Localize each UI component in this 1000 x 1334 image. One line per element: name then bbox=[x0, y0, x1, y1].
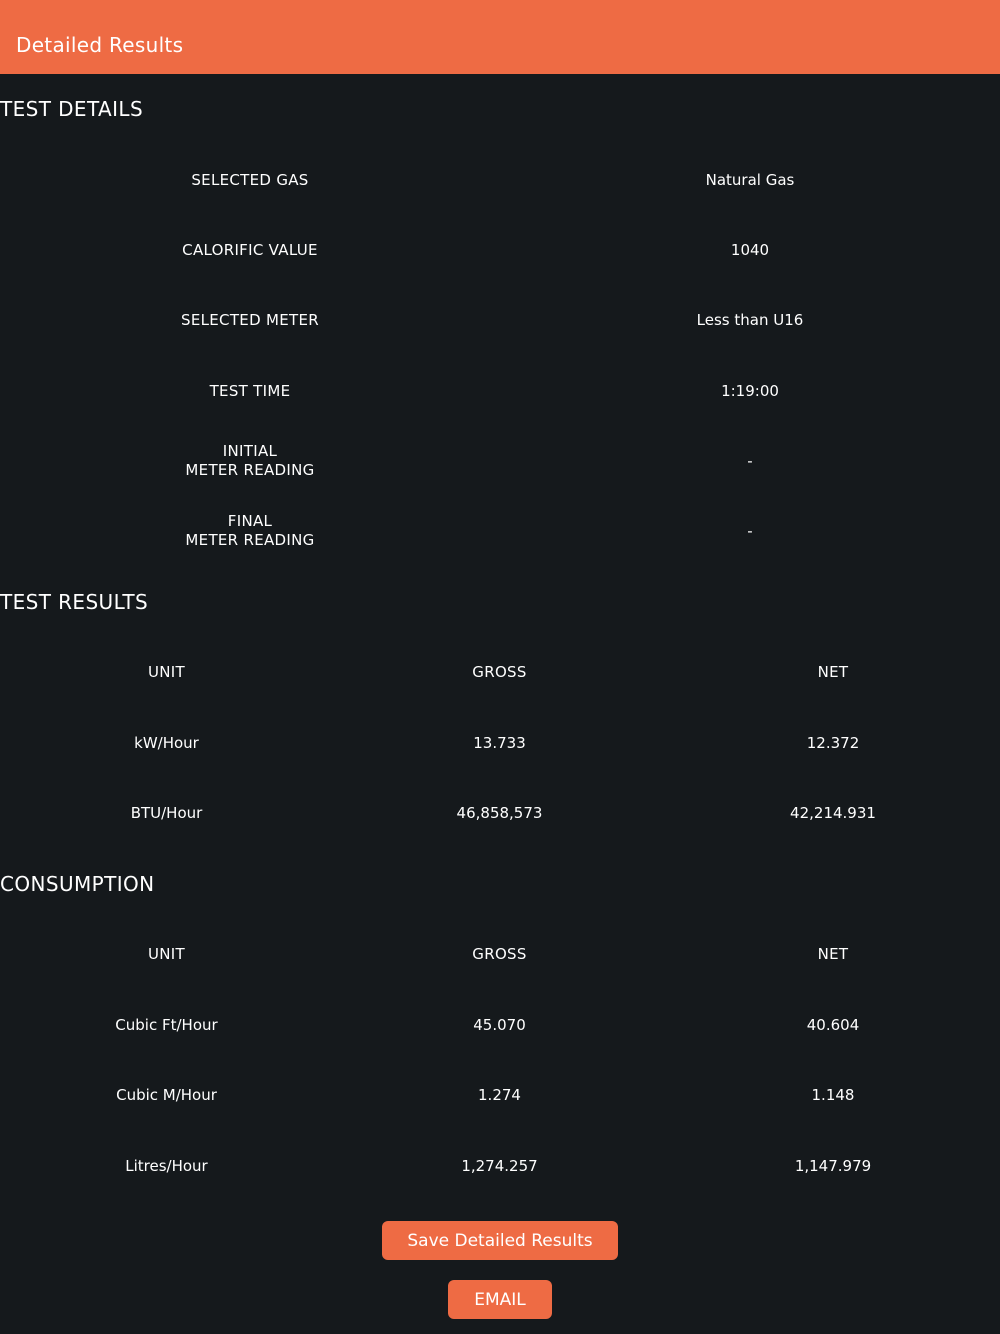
column-header-unit: UNIT bbox=[148, 944, 185, 963]
detail-value: - bbox=[747, 521, 753, 540]
net-cell: 1.148 bbox=[811, 1085, 855, 1104]
results-header-row bbox=[0, 637, 1000, 707]
detail-label: SELECTED METER bbox=[181, 310, 319, 329]
gross-cell: 13.733 bbox=[473, 733, 526, 752]
detail-label: CALORIFIC VALUE bbox=[182, 240, 318, 259]
detail-row-selected-meter bbox=[0, 285, 1000, 355]
column-header-net: NET bbox=[817, 662, 849, 681]
detail-row-selected-gas bbox=[0, 145, 1000, 215]
save-detailed-results-button[interactable]: Save Detailed Results bbox=[382, 1221, 618, 1260]
table-row bbox=[0, 708, 1000, 778]
table-row bbox=[0, 1131, 1000, 1201]
table-row bbox=[0, 1060, 1000, 1130]
detail-row-initial-meter-reading bbox=[0, 426, 1000, 496]
net-cell: 40.604 bbox=[806, 1015, 860, 1034]
detail-row-test-time bbox=[0, 356, 1000, 426]
gross-cell: 46,858,573 bbox=[456, 803, 543, 822]
table-row bbox=[0, 778, 1000, 848]
detail-row-calorific-value bbox=[0, 215, 1000, 285]
net-cell: 1,147.979 bbox=[794, 1156, 872, 1175]
unit-cell: Cubic Ft/Hour bbox=[115, 1015, 218, 1034]
unit-cell: Cubic M/Hour bbox=[116, 1085, 217, 1104]
page-title: Detailed Results bbox=[16, 33, 184, 57]
app-header bbox=[0, 0, 1000, 74]
detail-label: FINAL METER READING bbox=[185, 512, 315, 549]
detail-label: INITIAL METER READING bbox=[185, 442, 315, 479]
detail-value: - bbox=[747, 451, 753, 470]
net-cell: 42,214.931 bbox=[790, 803, 876, 822]
section-title-test-results: TEST RESULTS bbox=[0, 590, 149, 614]
column-header-gross: GROSS bbox=[472, 662, 527, 681]
section-title-consumption: CONSUMPTION bbox=[0, 872, 155, 896]
detail-value: Less than U16 bbox=[696, 310, 804, 329]
net-cell: 12.372 bbox=[806, 733, 860, 752]
column-header-net: NET bbox=[817, 944, 849, 963]
detail-value: 1040 bbox=[730, 240, 770, 259]
table-row bbox=[0, 990, 1000, 1060]
column-header-gross: GROSS bbox=[472, 944, 527, 963]
detail-row-final-meter-reading bbox=[0, 496, 1000, 566]
detail-value: 1:19:00 bbox=[721, 381, 779, 400]
email-button[interactable]: EMAIL bbox=[448, 1280, 552, 1319]
gross-cell: 1.274 bbox=[478, 1085, 521, 1104]
unit-cell: Litres/Hour bbox=[125, 1156, 208, 1175]
detail-label: TEST TIME bbox=[209, 381, 291, 400]
unit-cell: kW/Hour bbox=[134, 733, 199, 752]
consumption-header-row bbox=[0, 919, 1000, 989]
column-header-unit: UNIT bbox=[148, 662, 185, 681]
gross-cell: 1,274.257 bbox=[461, 1156, 538, 1175]
unit-cell: BTU/Hour bbox=[130, 803, 203, 822]
section-title-test-details: TEST DETAILS bbox=[0, 97, 144, 121]
detail-label: SELECTED GAS bbox=[191, 170, 309, 189]
gross-cell: 45.070 bbox=[473, 1015, 526, 1034]
detail-value: Natural Gas bbox=[705, 170, 795, 189]
